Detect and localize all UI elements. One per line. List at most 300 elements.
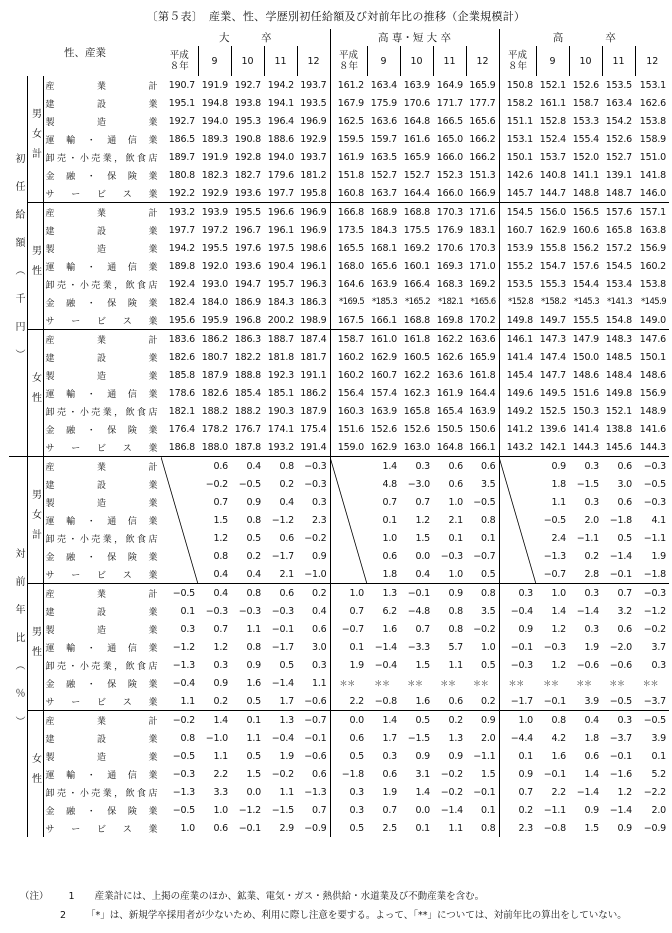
- value-cell: 2.0: [651, 804, 666, 816]
- value-cell: −1.4: [440, 804, 463, 816]
- value-cell: 0.7: [382, 804, 397, 816]
- value-cell: 163.8: [639, 224, 666, 236]
- value-cell: −3.0: [407, 478, 430, 490]
- value-cell: 182.3: [201, 169, 228, 181]
- industry-label: [43, 366, 161, 384]
- value-cell: 161.6: [403, 133, 430, 145]
- value-cell: 162.9: [370, 351, 397, 363]
- value-cell: 2.2: [213, 768, 228, 780]
- table-row: [9, 584, 669, 603]
- table-row: [9, 148, 669, 166]
- industry-label-text: 運輸・通信業: [45, 516, 158, 527]
- value-cell: −1.8: [341, 768, 364, 780]
- value-cell: [499, 547, 536, 565]
- industry-label-text: 卸売・小売業，飲食店: [45, 661, 158, 672]
- value-cell: 192.4: [168, 278, 195, 290]
- value-cell: 147.6: [635, 330, 669, 349]
- value-cell: 0.0: [246, 786, 261, 798]
- value-cell: −1.4: [374, 641, 397, 653]
- value-cell: 1.0: [448, 568, 463, 580]
- value-cell: 186.9: [234, 296, 261, 308]
- value-cell: 155.3: [539, 278, 566, 290]
- value-cell: 3.1: [415, 768, 430, 780]
- value-cell: 153.5: [506, 278, 533, 290]
- industry-label: [43, 729, 161, 747]
- value-cell: 171.6: [466, 203, 499, 222]
- sex-label-text: 女性: [29, 371, 41, 412]
- value-cell: 158.7: [330, 330, 367, 349]
- value-cell: 148.6: [639, 369, 666, 381]
- value-cell: 177.7: [466, 94, 499, 112]
- value-cell: −0.3: [297, 475, 330, 493]
- value-cell: 184.3: [267, 296, 294, 308]
- value-cell: 151.0: [639, 151, 666, 163]
- industry-label: [43, 239, 161, 257]
- value-cell: −0.1: [543, 695, 566, 707]
- table-row: [9, 366, 669, 384]
- value-cell: −1.4: [576, 605, 599, 617]
- value-cell: −0.5: [609, 695, 632, 707]
- value-cell: 185.1: [267, 387, 294, 399]
- value-cell: 158.2: [506, 97, 533, 109]
- value-cell: 0.3: [213, 659, 228, 671]
- value-cell: 147.9: [569, 330, 602, 349]
- value-cell: 0.1: [382, 514, 397, 526]
- value-cell: 160.6: [572, 224, 599, 236]
- value-cell: *152.8: [508, 297, 533, 307]
- value-cell: 178.2: [201, 423, 228, 435]
- year-header: 10: [231, 46, 264, 76]
- value-cell: 0.6: [617, 623, 632, 635]
- value-cell: 152.3: [436, 169, 463, 181]
- table-row: [9, 602, 669, 620]
- value-cell: −0.2: [440, 768, 463, 780]
- value-cell: 144.3: [639, 441, 666, 453]
- value-cell: 171.7: [436, 97, 463, 109]
- year-header: 平成 ８年: [499, 46, 536, 76]
- industry-label: [43, 819, 161, 837]
- value-cell: 168.8: [400, 203, 433, 222]
- value-cell: 143.2: [506, 441, 533, 453]
- table-row: [9, 275, 669, 293]
- value-cell: 164.9: [436, 79, 463, 91]
- value-cell: 195.6: [168, 314, 195, 326]
- value-cell: [330, 511, 367, 529]
- value-cell: 150.6: [466, 420, 499, 438]
- value-cell: 0.1: [180, 605, 195, 617]
- value-cell: 0.3: [180, 623, 195, 635]
- value-cell: 1.6: [246, 677, 261, 689]
- industry-label-text: 運輸・通信業: [45, 262, 158, 273]
- value-cell: 1.4: [584, 768, 599, 780]
- value-cell: 161.9: [337, 151, 364, 163]
- value-cell: 194.7: [234, 278, 261, 290]
- industry-label-text: 製造業: [45, 117, 158, 128]
- value-cell: 153.8: [639, 115, 666, 127]
- value-cell: 0.3: [297, 493, 330, 511]
- value-cell: 161.8: [400, 330, 433, 349]
- value-cell: 1.3: [448, 732, 463, 744]
- value-cell: 164.4: [466, 384, 499, 402]
- note-2-num: 2: [60, 910, 67, 921]
- value-cell: 0.4: [213, 568, 228, 580]
- value-cell: 169.8: [436, 314, 463, 326]
- value-cell: 0.8: [231, 584, 264, 603]
- value-cell: 196.4: [267, 115, 294, 127]
- note-1-text: 産業計には、上掲の産業のほか、鉱業、電気・ガス・熱供給・水道業及び不動産業を含む。: [94, 891, 485, 902]
- value-cell: −1.5: [271, 804, 294, 816]
- note-2: [20, 906, 627, 925]
- value-cell: −0.1: [466, 783, 499, 801]
- value-cell: 184.3: [370, 224, 397, 236]
- value-cell: 192.3: [267, 369, 294, 381]
- value-cell: 180.8: [168, 169, 195, 181]
- value-cell: 138.8: [605, 423, 632, 435]
- value-cell: 0.8: [264, 457, 297, 476]
- table-row: [9, 221, 669, 239]
- value-cell: 152.4: [539, 133, 566, 145]
- value-cell: 147.3: [536, 330, 569, 349]
- value-cell: 1.9: [349, 659, 364, 671]
- value-cell: 154.4: [572, 278, 599, 290]
- value-cell: 165.9: [466, 76, 499, 94]
- value-cell: 152.6: [370, 423, 397, 435]
- value-cell: 0.8: [180, 732, 195, 744]
- value-cell: −0.5: [172, 750, 195, 762]
- value-cell: 154.7: [539, 260, 566, 272]
- value-cell: 0.0: [415, 804, 430, 816]
- value-cell: [499, 529, 536, 547]
- industry-label-text: 建設業: [45, 99, 158, 110]
- value-cell: −0.1: [609, 750, 632, 762]
- value-cell: 165.9: [403, 151, 430, 163]
- industry-label-text: 卸売・小売業，飲食店: [45, 153, 158, 164]
- table-row: [9, 184, 669, 203]
- value-cell: 1.9: [279, 750, 294, 762]
- value-cell: −0.5: [635, 711, 669, 730]
- value-cell: 175.5: [403, 224, 430, 236]
- value-cell: −0.6: [576, 659, 599, 671]
- value-cell: −0.1: [400, 584, 433, 603]
- value-cell: 159.7: [370, 133, 397, 145]
- value-cell: 162.3: [403, 387, 430, 399]
- value-cell: 166.0: [436, 187, 463, 199]
- value-cell: −0.3: [635, 584, 669, 603]
- value-cell: 159.0: [337, 441, 364, 453]
- value-cell: 0.9: [617, 822, 632, 834]
- value-cell: 181.2: [297, 166, 330, 184]
- value-cell: −1.4: [271, 677, 294, 689]
- value-cell: *185.3: [372, 297, 397, 307]
- value-cell: −3.7: [643, 695, 666, 707]
- value-cell: 152.6: [572, 79, 599, 91]
- value-cell: 0.7: [518, 786, 533, 798]
- value-cell: −1.7: [271, 550, 294, 562]
- value-cell: 192.7: [234, 79, 261, 91]
- value-cell: [499, 565, 536, 584]
- value-cell: 160.7: [370, 369, 397, 381]
- value-cell: 1.0: [330, 584, 367, 603]
- value-cell: 0.1: [448, 532, 463, 544]
- industry-label: [43, 529, 161, 547]
- value-cell: −1.0: [297, 565, 330, 584]
- value-cell: 0.9: [518, 768, 533, 780]
- year-header: 平成 ８年: [330, 46, 367, 76]
- value-cell: 195.1: [168, 97, 195, 109]
- value-cell: 163.4: [370, 79, 397, 91]
- value-cell: 151.6: [572, 387, 599, 399]
- value-cell: 3.9: [584, 695, 599, 707]
- value-cell: 165.9: [466, 348, 499, 366]
- value-cell: 2.0: [584, 514, 599, 526]
- value-cell: −0.4: [510, 605, 533, 617]
- industry-label-text: 製造業: [45, 625, 158, 636]
- value-cell: *165.2: [405, 297, 430, 307]
- value-cell: −0.1: [609, 568, 632, 580]
- value-cell: 1.9: [382, 786, 397, 798]
- value-cell: 2.2: [349, 695, 364, 707]
- sex-label-text: 男性: [29, 625, 41, 666]
- value-cell: 167.9: [337, 97, 364, 109]
- industry-label-text: 建設業: [45, 607, 158, 618]
- value-cell: 0.6: [448, 478, 463, 490]
- table-row: [9, 402, 669, 420]
- value-cell: −0.3: [643, 496, 666, 508]
- value-cell: 0.7: [415, 496, 430, 508]
- notes-prefix: （注）: [20, 891, 49, 902]
- table-row: [9, 130, 669, 148]
- value-cell: 192.0: [201, 260, 228, 272]
- value-cell: 0.3: [569, 457, 602, 476]
- value-cell: −0.1: [510, 641, 533, 653]
- value-cell: 160.7: [506, 224, 533, 236]
- industry-label: [43, 438, 161, 457]
- value-cell: 198.6: [297, 239, 330, 257]
- value-cell: 165.5: [337, 242, 364, 254]
- value-cell: 0.1: [415, 822, 430, 834]
- table-row: [9, 620, 669, 638]
- industry-label-text: 金融・保険業: [45, 298, 158, 309]
- value-cell: 0.9: [415, 750, 430, 762]
- value-cell: 148.6: [572, 369, 599, 381]
- table-row: [9, 311, 669, 330]
- value-cell: 0.5: [246, 695, 261, 707]
- value-cell: 1.1: [180, 695, 195, 707]
- value-cell: 1.1: [246, 623, 261, 635]
- value-cell: 162.5: [337, 115, 364, 127]
- value-cell: 1.2: [415, 514, 430, 526]
- value-cell: 141.6: [639, 423, 666, 435]
- value-cell: 0.8: [246, 514, 261, 526]
- value-cell: −0.2: [297, 529, 330, 547]
- industry-label-text: 製造業: [45, 752, 158, 763]
- value-cell: 0.2: [213, 695, 228, 707]
- value-cell: −0.6: [297, 747, 330, 765]
- value-cell: −0.7: [341, 623, 364, 635]
- value-cell: 156.9: [639, 387, 666, 399]
- value-cell: 0.4: [198, 584, 231, 603]
- value-cell: 152.6: [605, 133, 632, 145]
- sex-label: [27, 330, 43, 457]
- value-cell: 164.8: [403, 115, 430, 127]
- value-cell: 0.8: [466, 819, 499, 837]
- value-cell: 194.1: [267, 97, 294, 109]
- industry-label-text: 建設業: [45, 353, 158, 364]
- value-cell: [161, 457, 198, 476]
- value-cell: 0.5: [400, 711, 433, 730]
- value-cell: 1.2: [213, 641, 228, 653]
- value-cell: [161, 565, 198, 584]
- value-cell: [161, 493, 198, 511]
- industry-label: [43, 76, 161, 94]
- value-cell: 175.9: [370, 97, 397, 109]
- table-row: [9, 638, 669, 656]
- value-cell: 1.5: [466, 765, 499, 783]
- value-cell: 153.5: [605, 79, 632, 91]
- value-cell: −1.3: [543, 550, 566, 562]
- value-cell: 164.6: [337, 278, 364, 290]
- value-cell: 0.1: [466, 529, 499, 547]
- industry-label: [43, 275, 161, 293]
- table-row: [9, 711, 669, 730]
- value-cell: 171.0: [466, 257, 499, 275]
- value-cell: 1.8: [551, 478, 566, 490]
- value-cell: 163.9: [466, 402, 499, 420]
- value-cell: 0.2: [297, 584, 330, 603]
- value-cell: 4.2: [551, 732, 566, 744]
- value-cell: 153.3: [572, 115, 599, 127]
- value-cell: 194.8: [201, 97, 228, 109]
- value-cell: 186.8: [168, 441, 195, 453]
- sex-label-text: 男女計: [29, 488, 41, 549]
- value-cell: 2.2: [551, 786, 566, 798]
- value-cell: −0.1: [543, 768, 566, 780]
- value-cell: 3.3: [213, 786, 228, 798]
- value-cell: 151.8: [337, 169, 364, 181]
- table-row: [9, 239, 669, 257]
- sex-label: [27, 584, 43, 711]
- value-cell: 0.8: [466, 584, 499, 603]
- value-cell: [161, 511, 198, 529]
- value-cell: 197.6: [234, 242, 261, 254]
- value-cell: 1.4: [198, 711, 231, 730]
- industry-label-text: 建設業: [45, 226, 158, 237]
- industry-label: [43, 674, 161, 692]
- industry-label: [43, 656, 161, 674]
- industry-label-text: 運輸・通信業: [45, 389, 158, 400]
- value-cell: [499, 475, 536, 493]
- value-cell: 188.2: [201, 405, 228, 417]
- value-cell: −0.4: [172, 677, 195, 689]
- value-cell: 0.8: [213, 550, 228, 562]
- value-cell: 165.4: [436, 405, 463, 417]
- industry-label: [43, 348, 161, 366]
- value-cell: 196.9: [297, 203, 330, 222]
- value-cell: 0.7: [602, 584, 635, 603]
- value-cell: 190.8: [234, 133, 261, 145]
- value-cell: 196.6: [264, 203, 297, 222]
- value-cell: 149.5: [539, 387, 566, 399]
- industry-label-text: 産業計: [45, 81, 158, 92]
- industry-label: [43, 184, 161, 203]
- value-cell: 196.9: [297, 112, 330, 130]
- value-cell: −0.2: [271, 768, 294, 780]
- value-cell: ＊＊: [576, 678, 592, 688]
- table-row: [9, 257, 669, 275]
- value-cell: 0.3: [569, 584, 602, 603]
- value-cell: 0.5: [466, 565, 499, 584]
- value-cell: 200.2: [267, 314, 294, 326]
- value-cell: 193.0: [201, 278, 228, 290]
- value-cell: 190.7: [168, 79, 195, 91]
- value-cell: 1.0: [448, 496, 463, 508]
- value-cell: 0.7: [382, 496, 397, 508]
- value-cell: −0.9: [643, 822, 666, 834]
- value-cell: 0.3: [400, 457, 433, 476]
- value-cell: −1.8: [609, 514, 632, 526]
- value-cell: 195.5: [201, 242, 228, 254]
- value-cell: −0.2: [643, 623, 666, 635]
- value-cell: 0.8: [246, 641, 261, 653]
- value-cell: 193.6: [234, 187, 261, 199]
- value-cell: 198.9: [297, 311, 330, 330]
- table-row: [9, 529, 669, 547]
- year-header: 11: [433, 46, 466, 76]
- value-cell: 1.0: [466, 638, 499, 656]
- value-cell: 164.4: [403, 187, 430, 199]
- value-cell: ＊＊: [609, 678, 625, 688]
- value-cell: −0.4: [271, 732, 294, 744]
- industry-label: [43, 166, 161, 184]
- value-cell: 168.8: [403, 314, 430, 326]
- section-label-text: 初任給額（千円）: [13, 152, 24, 377]
- year-header: 11: [264, 46, 297, 76]
- value-cell: 188.7: [264, 330, 297, 349]
- value-cell: [330, 475, 367, 493]
- industry-label: [43, 565, 161, 584]
- value-cell: *145.3: [574, 297, 599, 307]
- value-cell: 142.1: [539, 441, 566, 453]
- value-cell: 0.2: [466, 692, 499, 711]
- value-cell: 193.8: [234, 97, 261, 109]
- value-cell: 148.3: [602, 330, 635, 349]
- value-cell: 187.9: [201, 369, 228, 381]
- value-cell: 161.2: [337, 79, 364, 91]
- value-cell: 0.7: [297, 801, 330, 819]
- value-cell: 149.0: [639, 314, 666, 326]
- value-cell: ＊＊: [407, 678, 423, 688]
- industry-label-text: 金融・保険業: [45, 171, 158, 182]
- year-header: 平成 ８年: [161, 46, 198, 76]
- value-cell: 181.8: [267, 351, 294, 363]
- value-cell: *145.9: [641, 297, 666, 307]
- value-cell: 170.3: [466, 239, 499, 257]
- value-cell: −0.5: [466, 493, 499, 511]
- value-cell: 163.9: [370, 405, 397, 417]
- value-cell: −0.4: [374, 659, 397, 671]
- value-cell: 0.4: [279, 496, 294, 508]
- value-cell: 0.6: [198, 457, 231, 476]
- value-cell: 162.2: [433, 330, 466, 349]
- value-cell: 1.0: [382, 532, 397, 544]
- value-cell: *158.2: [541, 297, 566, 307]
- value-cell: −0.9: [297, 819, 330, 837]
- value-cell: 186.3: [231, 330, 264, 349]
- value-cell: −1.4: [576, 786, 599, 798]
- value-cell: 156.0: [536, 203, 569, 222]
- value-cell: 0.5: [246, 532, 261, 544]
- value-cell: 193.7: [297, 76, 330, 94]
